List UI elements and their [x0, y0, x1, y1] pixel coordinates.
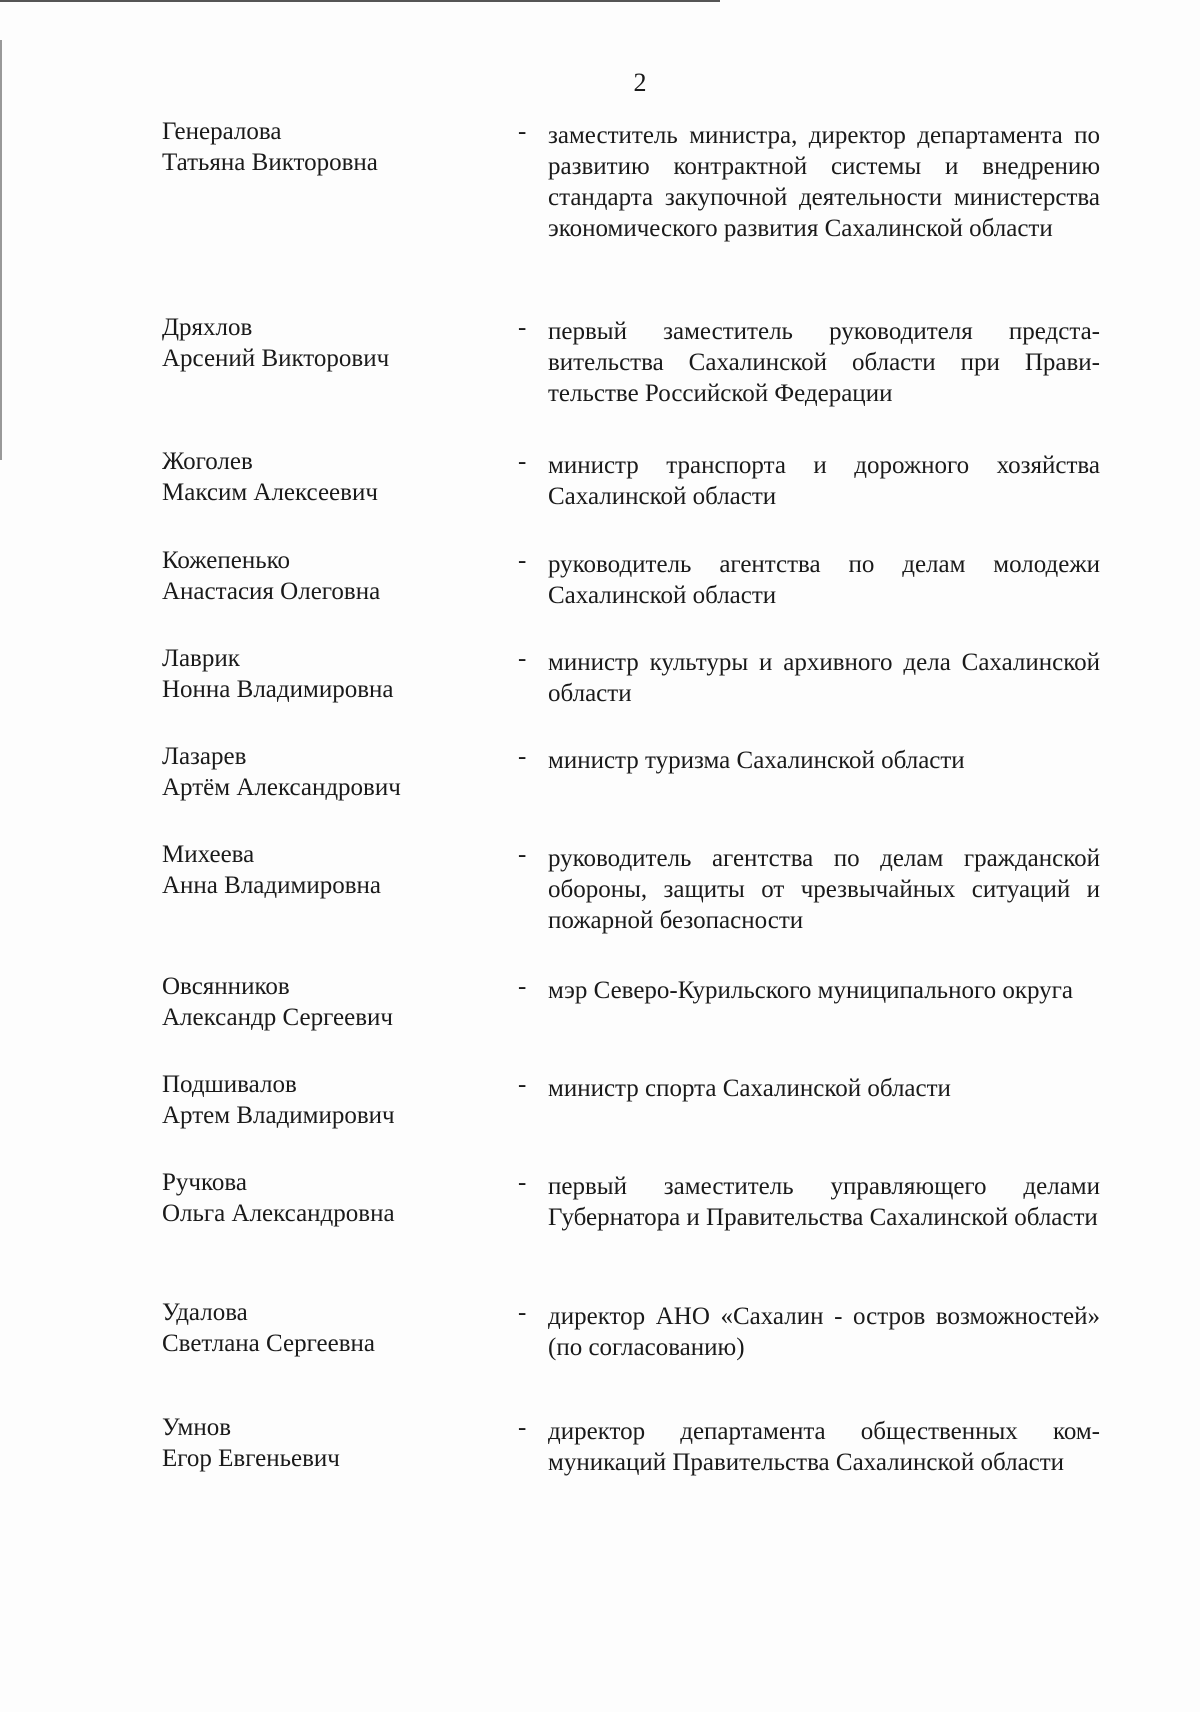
- surname: Дряхлов: [162, 314, 253, 341]
- person-name: [162, 116, 482, 178]
- person-name: [162, 545, 482, 607]
- scan-left-edge: [0, 40, 2, 460]
- surname: Лаврик: [162, 645, 240, 672]
- page-number: 2: [633, 68, 647, 97]
- dash: -: [518, 1414, 527, 1441]
- surname: Михеева: [162, 841, 255, 868]
- position-description: министр спорта Сахалинской области: [548, 1075, 951, 1102]
- given-names: Татьяна Викторовна: [162, 149, 378, 176]
- dash: -: [518, 448, 527, 475]
- position-description: директор департамента общественных коммуникаций Правительства Сахалинской области: [548, 1418, 1100, 1476]
- person-name: [162, 1069, 482, 1131]
- position-description: первый заместитель управляющего делами Губернатора и Правительства Сахалинской области: [548, 1173, 1100, 1231]
- scan-top-edge: [0, 0, 720, 2]
- dash: -: [518, 1169, 527, 1196]
- given-names: Анна Владимировна: [162, 872, 381, 899]
- surname: Подшивалов: [162, 1071, 297, 1098]
- given-names: Александр Сергеевич: [162, 1004, 393, 1031]
- person-name: [162, 971, 482, 1033]
- given-names: Егор Евгеньевич: [162, 1445, 340, 1472]
- person-name: [162, 312, 482, 374]
- given-names: Артем Владимирович: [162, 1102, 395, 1129]
- dash: -: [518, 547, 527, 574]
- dash: -: [518, 841, 527, 868]
- position-description: директор АНО «Сахалин - остров возможностей» (по согласованию): [548, 1303, 1100, 1361]
- surname: Кожепенько: [162, 547, 290, 574]
- dash: -: [518, 645, 527, 672]
- given-names: Арсений Викторович: [162, 345, 390, 372]
- surname: Лазарев: [162, 743, 247, 770]
- position-description: министр культуры и архивного дела Сахалинской области: [548, 649, 1100, 707]
- given-names: Ольга Александровна: [162, 1200, 395, 1227]
- position-description: руководитель агентства по делам молодежи Сахалинской области: [548, 551, 1100, 609]
- dash: -: [518, 314, 527, 341]
- surname: Жоголев: [162, 448, 253, 475]
- person-name: [162, 446, 482, 508]
- surname: Удалова: [162, 1299, 248, 1326]
- person-name: [162, 839, 482, 901]
- dash: -: [518, 1299, 527, 1326]
- dash: -: [518, 118, 527, 145]
- position-description: первый заместитель руководителя представительства Сахалинской области при Правительстве Российской Федерации: [548, 318, 1100, 407]
- surname: Умнов: [162, 1414, 232, 1441]
- position-description: министр туризма Сахалинской области: [548, 747, 965, 774]
- given-names: Нонна Владимировна: [162, 676, 394, 703]
- surname: Ручкова: [162, 1169, 247, 1196]
- position-description: заместитель министра, директор департамента по развитию контрактной системы и внедрению стандарта закупочной деятельности министерства экономического развития Сахалинской области: [548, 122, 1100, 242]
- given-names: Максим Алексеевич: [162, 479, 378, 506]
- dash: -: [518, 973, 527, 1000]
- dash: -: [518, 743, 527, 770]
- position-description: мэр Северо-Курильского муниципального округа: [548, 977, 1073, 1004]
- given-names: Артём Александрович: [162, 774, 401, 801]
- person-name: [162, 741, 482, 803]
- position-description: руководитель агентства по делам гражданской обороны, защиты от чрезвычайных ситуаций и пожарной безопасности: [548, 845, 1100, 934]
- given-names: Светлана Сергеевна: [162, 1330, 376, 1357]
- surname: Генералова: [162, 118, 282, 145]
- person-name: [162, 1167, 482, 1229]
- given-names: Анастасия Олеговна: [162, 578, 381, 605]
- position-description: министр транспорта и дорожного хозяйства Сахалинской области: [548, 452, 1100, 510]
- dash: -: [518, 1071, 527, 1098]
- surname: Овсянников: [162, 973, 290, 1000]
- person-name: [162, 1297, 482, 1359]
- person-name: [162, 1412, 482, 1474]
- person-name: [162, 643, 482, 705]
